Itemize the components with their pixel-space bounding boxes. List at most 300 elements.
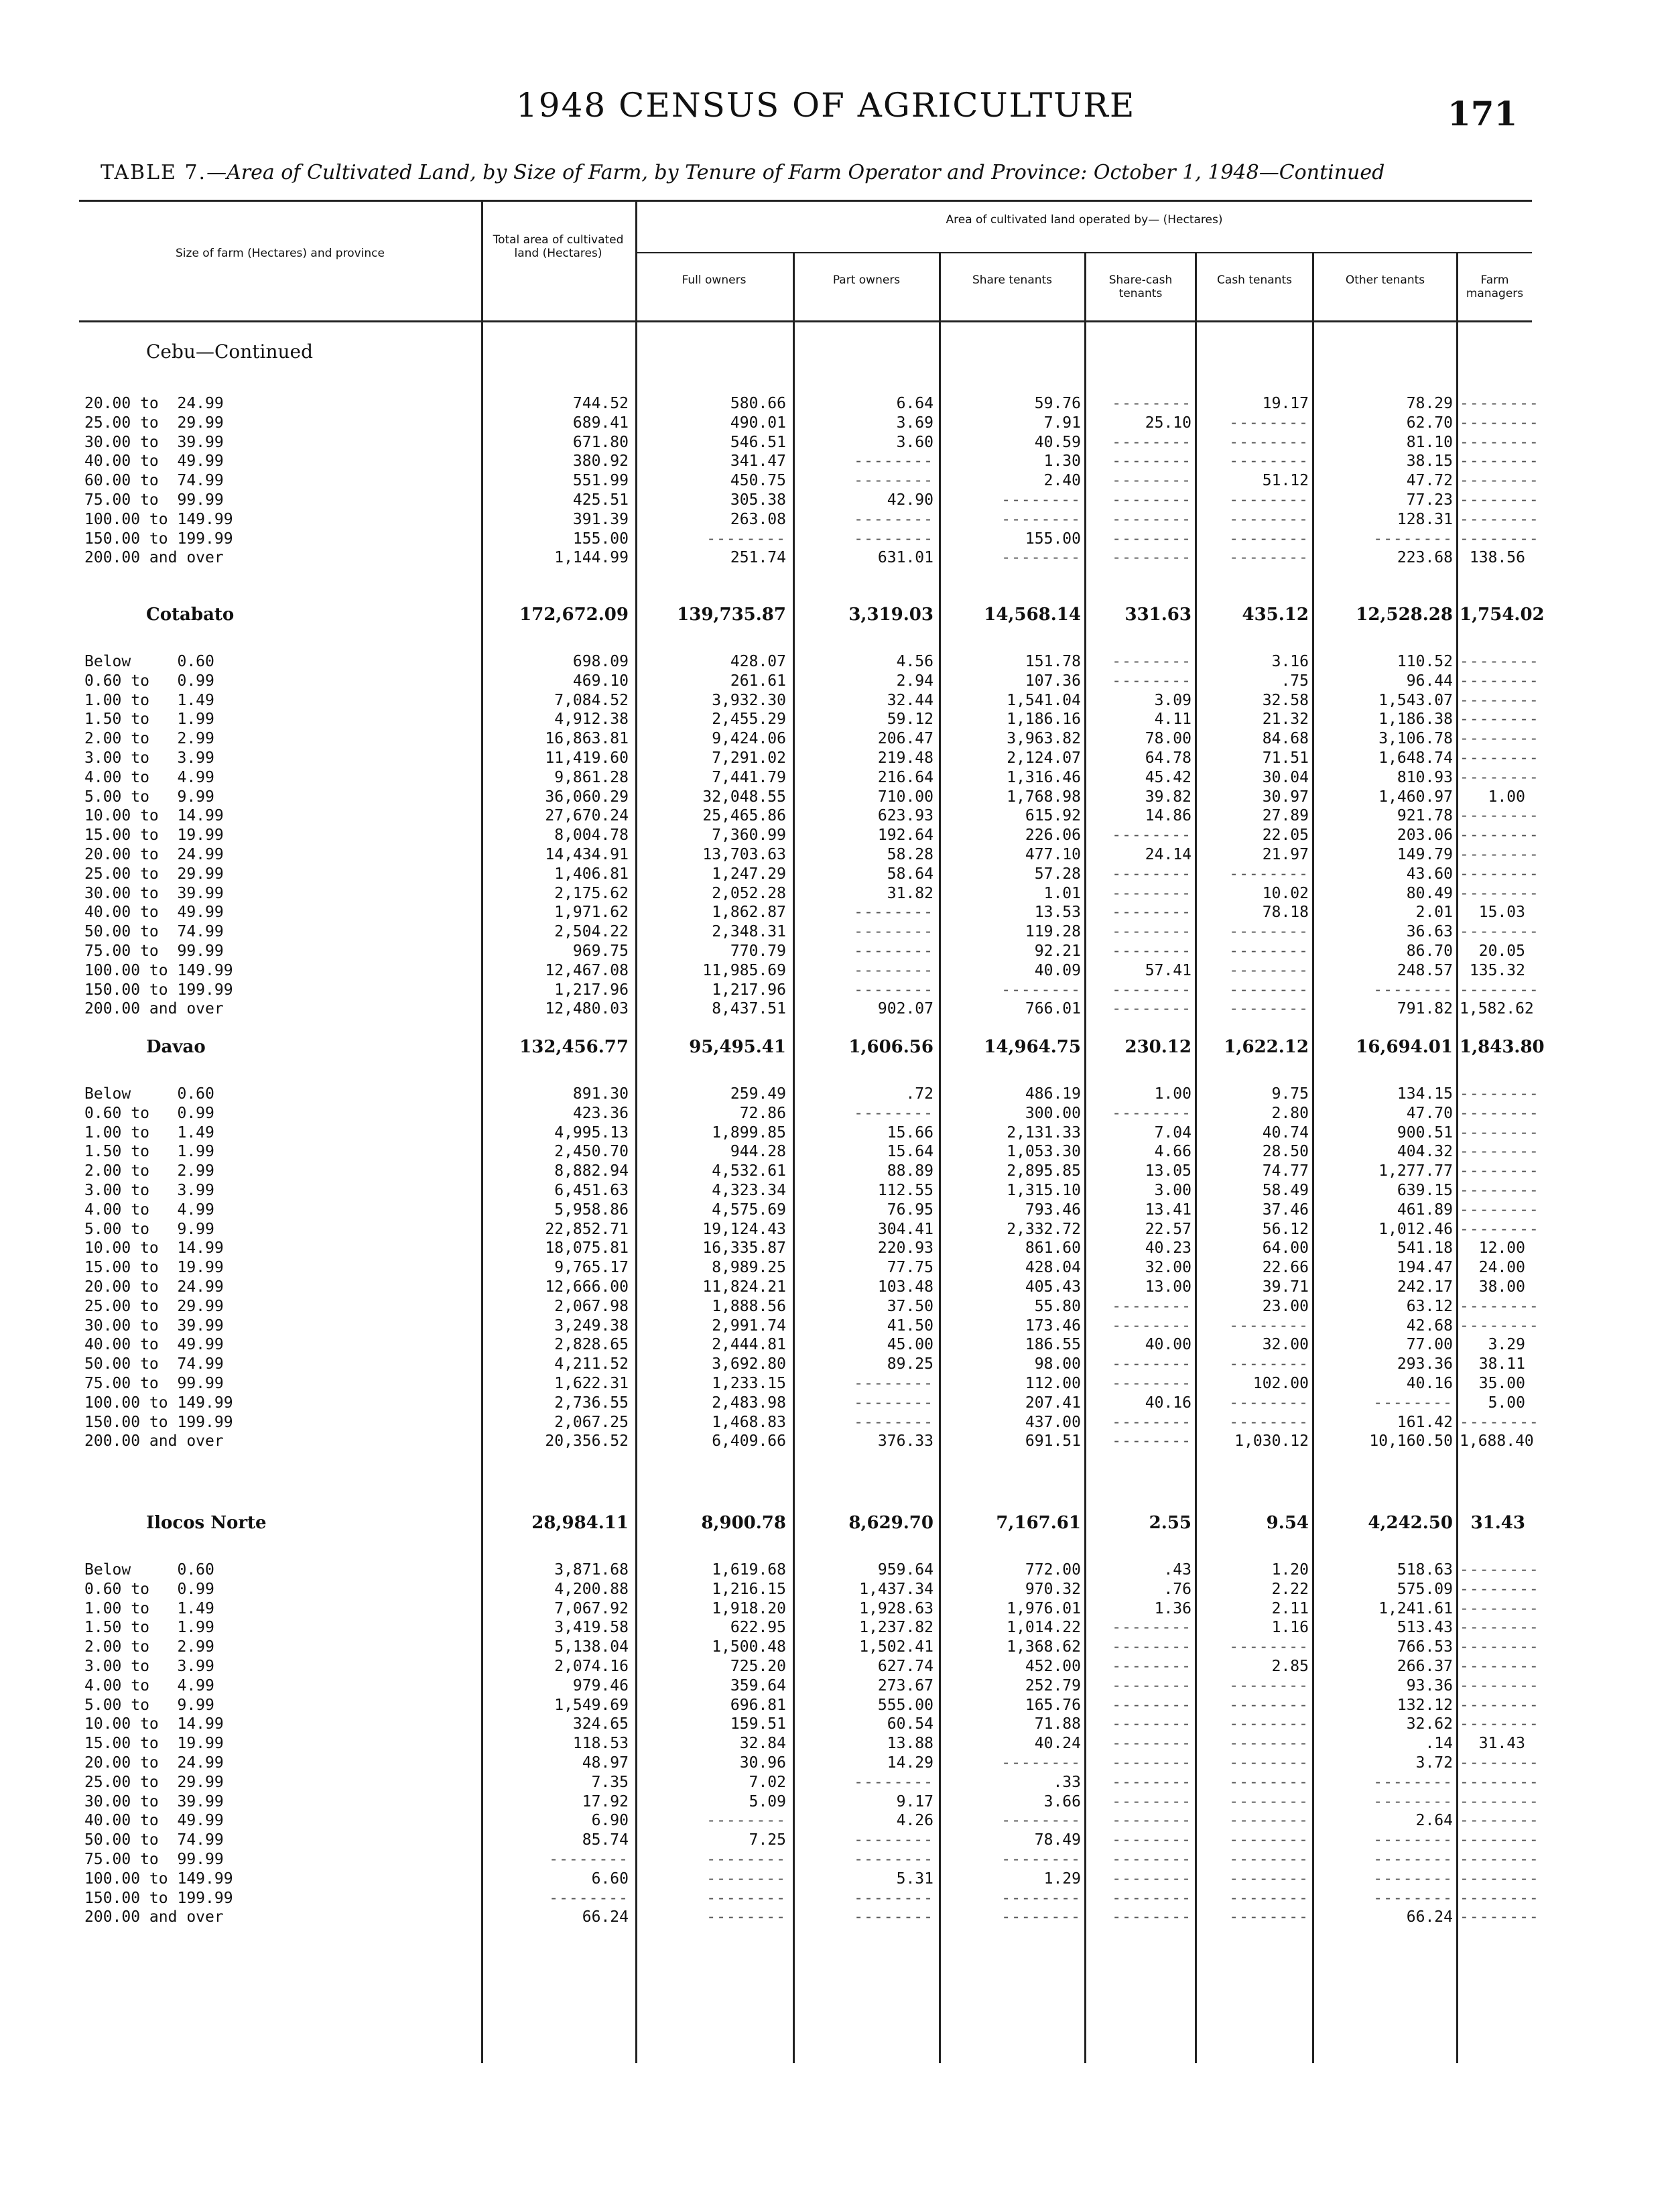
table-cell: -------- (1460, 923, 1539, 941)
table-cell: 744.52 (572, 395, 629, 412)
table-cell: 3.00 (1154, 1182, 1191, 1199)
table-cell: -------- (854, 530, 933, 548)
col-header-share-tenants: Share tenants (972, 273, 1053, 287)
table-cell: 404.32 (1397, 1143, 1453, 1161)
table-cell: -------- (1112, 1676, 1191, 1695)
table-cell: -------- (854, 1773, 933, 1791)
row-label (84, 749, 480, 767)
table-cell: -------- (706, 1869, 786, 1888)
table-cell: 450.75 (730, 472, 786, 490)
row-label (84, 981, 480, 999)
table-cell: -------- (1112, 672, 1191, 690)
table-cell: -------- (1460, 1696, 1539, 1714)
row-label (84, 806, 480, 825)
row-label (84, 530, 480, 548)
section-name (146, 1038, 474, 1056)
table-cell: 428.07 (730, 653, 786, 670)
table-cell: -------- (1373, 1394, 1453, 1412)
row-label-text: 40.00 to 49.99 (84, 452, 227, 470)
table-cell: 14.29 (887, 1754, 933, 1772)
table-cell: 102.00 (1252, 1375, 1309, 1392)
table-cell: 35.00 (1478, 1375, 1525, 1392)
table-cell: 7,291.02 (712, 749, 786, 767)
table-cell: 5,138.04 (554, 1638, 629, 1656)
table-cell: 6,409.66 (712, 1432, 786, 1451)
table-cell: 3,249.38 (554, 1316, 629, 1335)
table-cell: 3,932.30 (712, 691, 786, 709)
table-row (79, 749, 1539, 767)
row-label (84, 788, 480, 806)
table-row (79, 1142, 1539, 1161)
row-label-text: 50.00 to 74.99 (84, 923, 227, 940)
table-cell: 32.44 (887, 691, 933, 709)
total-cell: 12,528.28 (1356, 605, 1453, 625)
row-label (84, 1374, 480, 1393)
table-cell: 86.70 (1406, 942, 1453, 960)
table-cell: 1,976.01 (1007, 1599, 1081, 1617)
table-cell: 1,014.22 (1007, 1619, 1081, 1637)
page-number: 171 (1447, 94, 1518, 133)
row-label-text: 4.00 to 4.99 (84, 1201, 217, 1219)
table-cell: -------- (1001, 549, 1081, 567)
table-cell: 216.64 (877, 768, 933, 786)
row-label (84, 414, 480, 432)
table-cell: 9,765.17 (554, 1259, 629, 1277)
row-label-text: 30.00 to 39.99 (84, 1793, 227, 1810)
row-label-text: Below 0.60 (84, 1085, 217, 1103)
table-row (79, 1580, 1539, 1599)
table-cell: -------- (1229, 1715, 1309, 1733)
row-label-text: 20.00 to 24.99 (84, 1278, 227, 1296)
table-cell: -------- (854, 1413, 933, 1431)
table-cell: 1,648.74 (1378, 749, 1453, 767)
row-label-text: 25.00 to 29.99 (84, 1298, 227, 1315)
table-cell: 1,500.48 (712, 1638, 786, 1656)
table-cell: -------- (1460, 1908, 1539, 1926)
table-row (79, 1335, 1532, 1354)
table-cell: 6,451.63 (554, 1182, 629, 1199)
table-cell: 135.32 (1469, 961, 1525, 979)
table-cell: 1,053.30 (1007, 1143, 1081, 1161)
table-cell: -------- (1460, 1182, 1539, 1199)
table-cell: 1,406.81 (554, 865, 629, 883)
table-cell: -------- (854, 1889, 933, 1907)
table-cell: 57.28 (1034, 865, 1081, 883)
table-cell: 2,067.25 (554, 1413, 629, 1431)
row-label (84, 1580, 480, 1599)
table-cell: 627.74 (877, 1658, 933, 1675)
table-cell: 27.89 (1262, 807, 1309, 825)
row-label-text: 20.00 to 24.99 (84, 846, 227, 863)
table-cell: 1,899.85 (712, 1123, 786, 1142)
table-cell: 546.51 (730, 433, 786, 451)
table-cell: -------- (1001, 981, 1081, 999)
row-label (84, 1181, 480, 1200)
table-cell: -------- (1112, 865, 1191, 883)
table-cell: 57.41 (1145, 961, 1191, 979)
table-row (79, 414, 1539, 432)
table-cell: 4,532.61 (712, 1162, 786, 1180)
row-label-text: 20.00 to 24.99 (84, 395, 227, 412)
table-cell: 25,465.86 (702, 807, 786, 825)
table-cell: 112.55 (877, 1182, 933, 1199)
table-cell: 81.10 (1406, 433, 1453, 451)
table-cell: 2.94 (896, 672, 933, 690)
table-cell: -------- (1460, 1889, 1539, 1907)
table-cell: 698.09 (572, 653, 629, 670)
col-header-other-tenants: Other tenants (1345, 273, 1425, 287)
table-cell: 691.51 (1025, 1432, 1081, 1451)
table-cell: 2,067.98 (554, 1297, 629, 1315)
table-cell: 31.43 (1478, 1735, 1525, 1753)
row-label-text: 10.00 to 14.99 (84, 1715, 227, 1733)
table-cell: 490.01 (730, 414, 786, 432)
table-cell: -------- (1460, 452, 1539, 471)
table-cell: -------- (1112, 653, 1191, 670)
table-cell: 2.11 (1271, 1599, 1309, 1617)
table-cell: -------- (549, 1851, 629, 1868)
table-cell: 96.44 (1406, 672, 1453, 690)
row-label-text: 100.00 to 149.99 (84, 1394, 236, 1412)
table-cell: 21.97 (1262, 846, 1309, 863)
table-cell: -------- (1001, 1889, 1081, 1907)
table-cell: 1,315.10 (1007, 1182, 1081, 1199)
table-cell: 22.66 (1262, 1259, 1309, 1277)
table-row (79, 452, 1539, 471)
table-cell: 1,316.46 (1007, 768, 1081, 786)
col-header-share-cash-tenants: Share-cash tenants (1108, 273, 1173, 300)
table-cell: 128.31 (1397, 510, 1453, 528)
table-cell: .72 (905, 1085, 933, 1103)
table-cell: 1,217.96 (712, 981, 786, 999)
table-row (79, 1374, 1532, 1393)
total-cell: 1,843.80 (1460, 1037, 1545, 1057)
table-cell: 623.93 (877, 807, 933, 825)
table-cell: 223.68 (1397, 549, 1453, 567)
table-cell: 4.11 (1154, 711, 1191, 729)
table-cell: -------- (854, 904, 933, 922)
table-cell: 1,368.62 (1007, 1638, 1081, 1656)
table-cell: 2.64 (1415, 1812, 1453, 1830)
table-cell: -------- (1112, 1432, 1191, 1451)
table-cell: -------- (1112, 1908, 1191, 1926)
table-cell: 671.80 (572, 433, 629, 451)
table-cell: 9.75 (1271, 1085, 1309, 1103)
col-header-group: Area of cultivated land operated by— (Hectares) (946, 213, 1223, 227)
table-cell: -------- (1112, 452, 1191, 471)
table-cell: 40.59 (1034, 433, 1081, 451)
table-row (79, 999, 1532, 1018)
table-cell: 810.93 (1397, 768, 1453, 786)
table-cell: 77.75 (887, 1259, 933, 1277)
table-cell: -------- (1229, 1869, 1309, 1888)
table-row (79, 1258, 1532, 1277)
table-cell: 64.78 (1145, 749, 1191, 767)
table-row (79, 672, 1539, 690)
table-cell: 2,895.85 (1007, 1162, 1081, 1180)
table-cell: 902.07 (877, 1000, 933, 1018)
total-cell: 8,629.70 (848, 1513, 933, 1533)
table-cell: 173.46 (1025, 1316, 1081, 1335)
table-cell: -------- (1460, 1869, 1539, 1888)
table-cell: 11,824.21 (702, 1278, 786, 1296)
row-label-text: 15.00 to 19.99 (84, 1735, 227, 1752)
table-cell: 1.30 (1043, 452, 1081, 471)
table-cell: -------- (1373, 1792, 1453, 1810)
table-caption (101, 161, 1384, 184)
table-cell: 1,237.82 (859, 1619, 933, 1637)
table-row (79, 1413, 1539, 1432)
table-cell: -------- (1229, 491, 1309, 509)
table-cell: 1,277.77 (1378, 1162, 1453, 1180)
row-label (84, 922, 480, 941)
table-cell: -------- (1373, 1889, 1453, 1907)
table-cell: -------- (1112, 1889, 1191, 1907)
table-cell: 78.18 (1262, 904, 1309, 922)
table-cell: 3,106.78 (1378, 730, 1453, 748)
table-cell: -------- (1112, 530, 1191, 548)
table-cell: -------- (549, 1889, 629, 1907)
table-cell: 40.24 (1034, 1735, 1081, 1753)
table-cell: -------- (1460, 1754, 1539, 1772)
table-cell: -------- (1112, 1316, 1191, 1335)
table-cell: -------- (854, 1375, 933, 1392)
row-label (84, 1908, 480, 1926)
table-row (79, 1696, 1539, 1715)
row-label (84, 1394, 480, 1412)
table-row (79, 1773, 1539, 1792)
table-cell: 47.72 (1406, 472, 1453, 490)
table-cell: 107.36 (1025, 672, 1081, 690)
table-cell: -------- (1112, 1831, 1191, 1849)
table-cell: 425.51 (572, 491, 629, 509)
table-row (79, 691, 1539, 710)
row-label (84, 961, 480, 980)
table-cell: -------- (706, 1908, 786, 1926)
table-cell: 25.10 (1145, 414, 1191, 432)
table-cell: 10,160.50 (1369, 1432, 1453, 1451)
table-cell: -------- (1460, 395, 1539, 412)
table-cell: 32,048.55 (702, 788, 786, 806)
table-cell: 84.68 (1262, 730, 1309, 748)
table-cell: -------- (1112, 1773, 1191, 1791)
table-row (79, 1104, 1539, 1123)
table-cell: 6.64 (896, 395, 933, 412)
table-cell: 59.12 (887, 711, 933, 729)
table-cell: 3.29 (1488, 1336, 1525, 1354)
table-cell: 4,995.13 (554, 1123, 629, 1142)
table-cell: 3.09 (1154, 691, 1191, 709)
table-cell: -------- (1229, 1851, 1309, 1868)
table-cell: 4,575.69 (712, 1201, 786, 1219)
table-cell: -------- (1001, 491, 1081, 509)
total-cell: 31.43 (1470, 1513, 1525, 1533)
table-cell: 19,124.43 (702, 1220, 786, 1238)
table-cell: -------- (1460, 510, 1539, 528)
table-cell: 959.64 (877, 1561, 933, 1579)
table-cell: -------- (1460, 1831, 1539, 1849)
table-cell: -------- (1373, 1831, 1453, 1849)
table-cell: 27,670.24 (545, 807, 629, 825)
table-cell: -------- (1229, 452, 1309, 471)
table-cell: -------- (1229, 961, 1309, 979)
table-cell: -------- (1460, 1201, 1539, 1219)
table-cell: 1,622.31 (554, 1375, 629, 1392)
table-cell: 15.03 (1478, 904, 1525, 922)
table-cell: 40.16 (1406, 1375, 1453, 1392)
row-label-text: 15.00 to 19.99 (84, 1259, 227, 1276)
table-cell: 119.28 (1025, 923, 1081, 941)
table-cell: 2.22 (1271, 1580, 1309, 1598)
table-cell: 1,241.61 (1378, 1599, 1453, 1617)
row-label (84, 1599, 480, 1618)
table-cell: 1,216.15 (712, 1580, 786, 1598)
table-cell: 207.41 (1025, 1394, 1081, 1412)
table-row (79, 806, 1539, 825)
section-name-text: Ilocos Norte (146, 1514, 269, 1532)
table-cell: -------- (1229, 1413, 1309, 1431)
table-cell: 12,480.03 (545, 1000, 629, 1018)
total-cell: 1,754.02 (1460, 605, 1545, 625)
table-cell: 11,985.69 (702, 961, 786, 979)
row-label-text: 200.00 and over (84, 549, 227, 566)
table-cell: 266.37 (1397, 1658, 1453, 1675)
table-cell: 89.25 (887, 1355, 933, 1373)
table-cell: -------- (1112, 923, 1191, 941)
table-cell: -------- (1112, 1696, 1191, 1714)
table-cell: -------- (706, 1851, 786, 1868)
total-cell: 28,984.11 (531, 1513, 629, 1533)
table-cell: 518.63 (1397, 1561, 1453, 1579)
table-cell: -------- (854, 981, 933, 999)
table-cell: -------- (1460, 981, 1539, 999)
table-cell: -------- (1229, 1773, 1309, 1791)
table-row (79, 491, 1539, 509)
data-table (79, 200, 1545, 2063)
table-cell: .75 (1281, 672, 1309, 690)
table-cell: 2,175.62 (554, 884, 629, 902)
row-label-text: 150.00 to 199.99 (84, 1414, 236, 1431)
table-cell: -------- (1229, 942, 1309, 960)
table-cell: -------- (1229, 1000, 1309, 1018)
table-cell: 93.36 (1406, 1676, 1453, 1695)
table-cell: 40.00 (1145, 1336, 1191, 1354)
row-label (84, 1162, 480, 1180)
row-label (84, 1123, 480, 1142)
table-cell: 66.24 (1406, 1908, 1453, 1926)
table-cell: 9.17 (896, 1792, 933, 1810)
table-cell: 32.84 (739, 1735, 786, 1753)
table-row (79, 768, 1539, 787)
table-cell: 305.38 (730, 491, 786, 509)
table-cell: 1,862.87 (712, 904, 786, 922)
table-cell: -------- (1460, 414, 1539, 432)
table-row (79, 471, 1539, 490)
table-cell: -------- (1460, 1676, 1539, 1695)
table-cell: 15.66 (887, 1123, 933, 1142)
table-row (79, 1638, 1539, 1656)
table-cell: 696.81 (730, 1696, 786, 1714)
table-cell: -------- (1229, 923, 1309, 941)
table-label: TABLE 7. (101, 161, 207, 184)
table-row (79, 1085, 1539, 1103)
row-label-text: Below 0.60 (84, 653, 217, 670)
table-cell: -------- (1112, 1715, 1191, 1733)
total-cell: 139,735.87 (677, 605, 786, 625)
table-cell: -------- (706, 530, 786, 548)
table-row (79, 884, 1539, 903)
row-label-text: 1.00 to 1.49 (84, 692, 217, 709)
table-cell: 970.32 (1025, 1580, 1081, 1598)
table-row (79, 1278, 1532, 1296)
row-label-text: 25.00 to 29.99 (84, 865, 227, 883)
table-row (79, 922, 1539, 941)
table-cell: 1,549.69 (554, 1696, 629, 1714)
total-cell: 16,694.01 (1356, 1037, 1453, 1057)
table-cell: 72.86 (739, 1104, 786, 1122)
table-cell: -------- (1460, 1104, 1539, 1122)
table-cell: .14 (1425, 1735, 1453, 1753)
table-cell: 469.10 (572, 672, 629, 690)
table-row (79, 1657, 1539, 1676)
table-cell: 118.53 (572, 1735, 629, 1753)
row-label (84, 1869, 480, 1888)
table-cell: 38.11 (1478, 1355, 1525, 1373)
table-row (79, 394, 1539, 413)
table-cell: 2,348.31 (712, 923, 786, 941)
table-cell: 900.51 (1397, 1123, 1453, 1142)
row-label-text: 75.00 to 99.99 (84, 491, 227, 509)
table-cell: 615.92 (1025, 807, 1081, 825)
table-cell: -------- (1460, 1658, 1539, 1675)
table-cell: -------- (1112, 1658, 1191, 1675)
row-label-text: 3.00 to 3.99 (84, 1182, 217, 1199)
table-cell: 32.00 (1262, 1336, 1309, 1354)
table-cell: -------- (1460, 1580, 1539, 1598)
table-cell: 192.64 (877, 826, 933, 845)
table-cell: 51.12 (1262, 472, 1309, 490)
table-cell: 5,958.86 (554, 1201, 629, 1219)
table-cell: 28.50 (1262, 1143, 1309, 1161)
table-cell: 63.12 (1406, 1297, 1453, 1315)
table-cell: 155.00 (1025, 530, 1081, 548)
table-cell: -------- (1112, 904, 1191, 922)
table-cell: 226.06 (1025, 826, 1081, 845)
table-cell: 944.28 (730, 1143, 786, 1161)
row-label-text: 200.00 and over (84, 1432, 227, 1450)
row-label (84, 672, 480, 690)
table-cell: 39.71 (1262, 1278, 1309, 1296)
row-label (84, 865, 480, 883)
table-cell: 3,419.58 (554, 1619, 629, 1637)
table-cell: -------- (1460, 884, 1539, 902)
table-cell: -------- (1460, 1619, 1539, 1637)
table-cell: -------- (1460, 1599, 1539, 1617)
table-cell: -------- (1229, 865, 1309, 883)
table-cell: 14,434.91 (545, 846, 629, 863)
table-cell: 5.31 (896, 1869, 933, 1888)
table-cell: 293.36 (1397, 1355, 1453, 1373)
table-cell: 22,852.71 (545, 1220, 629, 1238)
row-label-text: 10.00 to 14.99 (84, 1239, 227, 1257)
table-cell: 48.97 (582, 1754, 629, 1772)
table-cell: -------- (854, 942, 933, 960)
table-cell: .33 (1053, 1773, 1081, 1791)
table-cell: 8,437.51 (712, 1000, 786, 1018)
table-cell: 112.00 (1025, 1375, 1081, 1392)
table-cell: 7.04 (1154, 1123, 1191, 1142)
row-label-text: 50.00 to 74.99 (84, 1355, 227, 1373)
